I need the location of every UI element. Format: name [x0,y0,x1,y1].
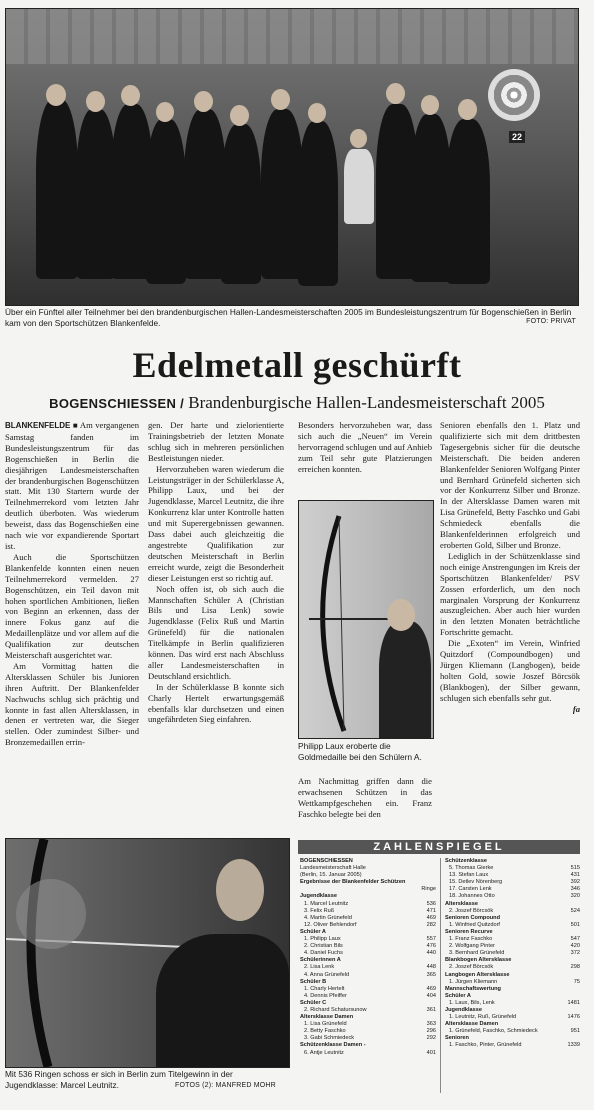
results-value: 282 [426,921,436,928]
results-category: Altersklasse Damen [300,1014,354,1021]
results-value: 1476 [567,1014,580,1021]
results-row [300,901,436,908]
results-name: 4. Daniel Fuchs [304,950,343,957]
zahlenspiegel-title: ZAHLENSPIEGEL [298,840,580,854]
archer-photo-philipp-caption [298,741,432,762]
results-category: Senioren Compound [445,914,501,921]
results-value: 515 [570,865,580,872]
zs-intro-3: (Berlin, 15. Januar 2005) [300,872,362,879]
results-name: 12. Oliver Behlendorf [304,921,357,928]
results-row [300,964,436,971]
results-name: 1. Philipp Laux [304,936,341,943]
results-name: 1. Charly Hertelt [304,985,345,992]
zahlenspiegel-left [300,858,436,1057]
results-value: 363 [426,1021,436,1028]
results-category: Schüler B [300,978,327,985]
results-value: 292 [426,1035,436,1042]
results-name: 1. Winfried Quitzdorf [449,921,500,928]
results-category: Senioren [445,1035,469,1042]
results-name: 15. Detlev Nörenberg [449,879,503,886]
article-column-2 [148,420,284,725]
results-value: 469 [426,914,436,921]
results-row [300,915,436,922]
results-row [445,1028,580,1035]
author-signature: fa [572,703,580,714]
results-row [445,943,580,950]
results-value: 401 [426,1049,436,1056]
results-category: Jugendklasse [300,893,337,900]
subheadline-text: Brandenburgische Hallen-Landesmeisterschaft 2005 [188,393,545,412]
team-photo-credit: FOTO: PRIVAT [526,318,576,325]
article-column-3b [298,776,432,820]
results-value: 404 [426,992,436,999]
article-col1-p1: Am vergangenen Samstag fanden im Bundesleistungszentrum für das Bogenschießen in Berlin die diesjährigen Landesmeisterschaften der brandenburgischen Bogenschützen statt. Mit 130 Startern wurde der Teilnehmerrekord vom letzten Jahr deutlich überboten. Was wiederum beweist, dass das Bogenschießen eine nach wie vor expandierende Sportart ist. [5,420,139,551]
results-category: Schützenklasse [445,858,487,864]
results-row [445,950,580,957]
zs-intro-2: Landesmeisterschaft Halle [300,865,366,872]
results-row [445,1000,580,1007]
article-col4-p3: Die „Exoten“ im Verein, Winfried Quitzdorf (Compoundbogen) und Jürgen Kliemann (Langbogen), beide holten Gold, sowie Joszef Börcsök (Blankbogen), der Silber gewann, schlugen sich ebenfalls sehr gut. [440,638,580,703]
article-col4-p1: Senioren ebenfalls den 1. Platz und qualifizierte sich mit dem drittbesten Tagesergebnis sicher für die deutsche Meisterschaft. Die beiden anderen Blankenfelder Senioren Wolfgang Pinter und Bernhard Grünefeld sicherten sich vor der Konkurrenz Silber und Bronze. In der Altersklasse Damen waren mit Lisa Grünefeld, Betty Faschko und Gabi Schmiedeck ebenfalls die Blankenfelderinnen erfolgreich und eroberten Gold, Silber und Bronze. [440,420,580,550]
results-name: 1. Marcel Leutnitz [304,900,349,907]
results-value: 476 [426,943,436,950]
results-category: Langbogen Altersklasse [445,971,510,978]
results-value: 557 [426,936,436,943]
results-name: 2. Wolfgang Pinter [449,943,495,950]
results-category: Mannschaftswertung [445,985,501,992]
results-value: 951 [570,1028,580,1035]
results-name: 17. Carsten Lenk [449,886,492,893]
article-col4-p2: Lediglich in der Schützenklasse sind noch einige Anstrengungen im Kreis der Sportschützen Blankenfelder/ PSV Zossen erforderlich, um den noch marginalen Vorsprung der Konkurrenz auszugleichen. Aber auch hier wurden in den letzten Monaten beträchtliche Fortschritte gemacht. [440,550,580,638]
results-name: 1. Faschko, Pinter, Grünefeld [449,1042,522,1049]
team-photo [5,8,579,306]
results-row [445,893,580,900]
results-value: 365 [426,971,436,978]
archer-photo-philipp [298,500,434,739]
article-column-3 [298,420,432,475]
results-name: 13. Stefan Laux [449,872,489,879]
results-row [300,908,436,915]
results-name: 4. Dennis Pfeiffer [304,992,347,999]
results-value: 471 [426,907,436,914]
article-col2-p2: Hervorzuheben waren wiederum die Leistungsträger in der Schülerklasse A, Philipp Laux, und bei der Jugendklasse, Marcel Leutnitz, die ihre Konkurrenz klar unter Kontrolle hatten und mit Superergebnissen gewannen. Dass dabei auch gleichzeitig die angestrebte Qualifikation zur deutschen Meisterschaft in Berlin erreicht wurde, zeigt die Besonderheit dieser Leistungen erst so richtig auf. [148,463,284,583]
results-value: 547 [570,936,580,943]
results-row [445,872,580,879]
results-value: 372 [570,950,580,957]
results-value: 431 [570,872,580,879]
article-col2-p3: Noch offen ist, ob sich auch die Mannschaften Schüler A (Christian Bils und Lisa Lenk) sowie Jugendklasse (Felix Ruß und Martin Grünefeld) für die nationalen Titelkämpfe in Berlin qualifizieren können. Das wird erst nach Abschluss aller Landesmeisterschaften in Deutschland ersichtlich. [148,583,284,681]
results-value: 524 [570,907,580,914]
results-value: 440 [426,950,436,957]
results-row [445,886,580,893]
results-value: 1481 [567,999,580,1006]
results-name: 1. Laux, Bils, Lenk [449,999,495,1006]
results-name: 2. Lisa Lenk [304,964,335,971]
results-value: 346 [570,886,580,893]
results-row [300,993,436,1000]
zs-intro-1: BOGENSCHIESSEN [300,858,353,864]
zs-ringe-label: Ringe [421,886,436,893]
results-row [300,972,436,979]
article-col2-p1: gen. Der harte und zielorientierte Trainingsbetrieb der letzten Monate schlug sich in mehreren persönlichen Bestleistungen nieder. [148,420,284,463]
results-row [300,1035,436,1042]
results-value: 298 [570,964,580,971]
subheadline-kicker: BOGENSCHIESSEN / [49,396,184,411]
results-category: Blankbogen Altersklasse [445,957,512,964]
results-row [300,936,436,943]
article-col3-p1: Besonders hervorzuheben war, dass sich auch die „Neuen“ im Verein hervorragend schlugen und auf Anhieb zum Teil sehr gute Platzierungen erreichen konnten. [298,420,432,474]
results-row [300,950,436,957]
results-row [445,865,580,872]
results-name: 3. Gabi Schmiedeck [304,1035,355,1042]
results-name: 1. Leutnitz, Ruß, Grünefeld [449,1014,517,1021]
article-col2-p4: In der Schülerklasse B konnte sich Charly Hertelt erwartungsgemäß ebenfalls klar durchsetzen und einen ungefährdeten Sieg einfahren. [148,681,284,725]
results-name: 2. Joszef Börcsök [449,907,494,914]
results-name: 1. Franz Faschko [449,936,493,943]
results-row [445,964,580,971]
archer-photo-marcel [5,838,290,1068]
article-col3-p2: Am Nachmittag griffen dann die erwachsenen Schützen in das Wettkampfgeschehen ein. Franz Faschko belegte bei den [298,776,432,819]
photo-caption-text: Philipp Laux eroberte die Goldmedaille bei den Schülern A. [298,741,422,762]
results-value: 320 [570,893,580,900]
results-name: 18. Johannes Otto [449,893,495,900]
zs-left-list [300,893,436,1056]
results-value: 448 [426,964,436,971]
zs-right-list [445,858,580,1050]
team-photo-caption: Über ein Fünftel aller Teilnehmer bei den brandenburgischen Hallen-Landesmeisterschaften 2005 im Bundesleistungszentrum für Bogenschießen in Berlin kam von den Sportschützen Blankenfelde. [5,307,572,328]
article-column-4 [440,420,580,714]
zs-intro-4: Ergebnisse der Blankenfelder Schützen [300,879,406,886]
results-name: 1. Lisa Grünefeld [304,1021,347,1028]
results-row [300,922,436,929]
results-row [445,1042,580,1049]
archery-target-icon [488,69,540,121]
results-row [445,1014,580,1021]
results-row [445,979,580,986]
results-row [300,986,436,993]
results-name: 3. Felix Ruß [304,907,335,914]
results-category: Senioren Recurve [445,928,493,935]
results-row [300,943,436,950]
results-category: Schüler C [300,999,327,1006]
results-row [445,879,580,886]
results-category: Schützenklasse Damen - [300,1042,366,1049]
results-name: 2. Christian Bils [304,943,343,950]
results-category: Schüler A [300,928,326,935]
target-number-label: 22 [509,131,525,143]
results-value: 536 [426,900,436,907]
results-value: 392 [570,879,580,886]
results-value: 469 [426,985,436,992]
results-value: 75 [573,978,580,985]
results-name: 3. Bernhard Grünefeld [449,950,505,957]
results-name: 4. Martin Grünefeld [304,914,352,921]
results-row [445,908,580,915]
results-category: Schüler A [445,992,471,999]
article-col1-p2: Auch die Sportschützen Blankenfelde konnten einen neuen Teilnehmerrekord vermelden. 27 Bogenschützen, ein Teil davon mit hohen sportlichen Ambitionen, ließen von Beginn an erkennen, dass der innere Fokus ganz auf die Medaillenplätze und vor allem auf die Qualifikation zur deutschen Meisterschaft ausgerichtet war. [5,551,139,661]
headline: Edelmetall geschürft [132,345,462,385]
results-category: Altersklasse [445,900,478,907]
subheadline [0,393,594,413]
archer-photo-marcel-caption: Mit 536 Ringen schoss er sich in Berlin zum Titelgewinn in der Jugendklasse: Marcel Leutnitz. [5,1069,233,1090]
results-name: 6. Antje Leutnitz [304,1049,344,1056]
results-row [445,936,580,943]
results-category: Schülerinnen A [300,957,341,964]
results-value: 296 [426,1028,436,1035]
article-column-1 [5,420,139,748]
results-row [300,1021,436,1028]
zahlenspiegel-right [445,858,580,1050]
results-value: 1339 [567,1042,580,1049]
results-value: 361 [426,1006,436,1013]
results-name: 2. Betty Faschko [304,1028,346,1035]
results-name: 2. Richard Schatursunow [304,1006,367,1013]
results-row [300,1007,436,1014]
results-value: 501 [570,921,580,928]
results-value: 420 [570,943,580,950]
article-col1-p3: Am Vormittag hatten die Altersklassen Schüler bis Junioren ihren Auftritt. Der Blankenfelder Nachwuchs schlug sich prächtig und konnte in fast allen Altersklassen, in denen er vertreten war, die Sieger stellen. Oder zumindest Silber- und Bronzemedaillen errin- [5,660,139,748]
results-name: 1. Jürgen Kliemann [449,978,498,985]
archer-photo-marcel-credit: FOTOS (2): MANFRED MOHR [175,1082,276,1089]
results-name: 2. Joszef Börcsök [449,964,494,971]
results-row [300,1028,436,1035]
results-category: Jugendklasse [445,1006,482,1013]
results-row [300,1050,436,1057]
results-name: 5. Thomas Gierke [449,865,494,872]
results-name: 4. Anna Grünefeld [304,971,350,978]
results-category: Altersklasse Damen [445,1021,499,1028]
article-dateline: BLANKENFELDE ■ [5,421,78,430]
results-row [445,922,580,929]
results-name: 1. Grünefeld, Faschko, Schmiedeck [449,1028,538,1035]
